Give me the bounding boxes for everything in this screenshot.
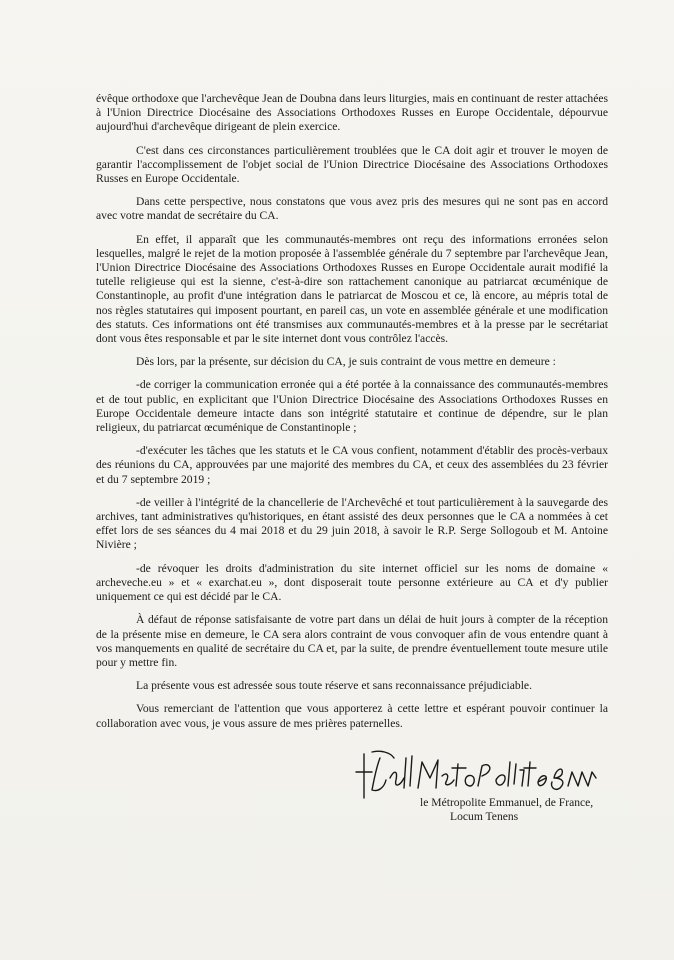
signatory-name: le Métropolite Emmanuel, de France, [420, 796, 594, 809]
paragraph-12: Vous remerciant de l'attention que vous apporterez à cette lettre et espérant pouvoir continuer la collaboration avec vous, je vous assure de mes prières paternelles. [96, 702, 608, 730]
paragraph-10: À défaut de réponse satisfaisante de votre part dans un délai de huit jours à compter de la réception de la présente mise en demeure, le CA sera alors contraint de vous convoquer afin de vous entendre quant à vos manquements en qualité de secrétaire du CA et, par la suite, de prendre éventuellement toute mesure utile pour y mettre fin. [96, 613, 608, 669]
paragraph-5: Dès lors, par la présente, sur décision du CA, je suis contraint de vous mettre en demeure : [136, 355, 556, 369]
paragraph-1: évêque orthodoxe que l'archevêque Jean de Doubna dans leurs liturgies, mais en continuant de rester attachées à l'Union Directrice Diocésaine des Associations Orthodoxes Russes en Europe Occidentale, dépourvue aujourd'hui d'archevêque dirigeant de plein exercice. [96, 92, 608, 134]
signature-block [420, 796, 620, 824]
demand-3: -de veiller à l'intégrité de la chancellerie de l'Archevêché et tout particulièrement à la sauvegarde des archives, tant administratives qu'historiques, en étant assisté des deux personnes que le CA a nommées à cet effet lors de ses séances du 4 mai 2018 et du 29 juin 2018, à savoir le R.P. Serge Sollogoub et M. Antoine Nivière ; [96, 495, 608, 552]
demand-2: -d'exécuter les tâches que les statuts et le CA vous confient, notamment d'établir des procès-verbaux des réunions du CA, approuvées par une majorité des membres du CA, et ceux des assemblées du 23 février et du 7 septembre 2019 ; [96, 444, 608, 486]
signatory-title: Locum Tenens [450, 810, 519, 823]
paragraph-2: C'est dans ces circonstances particulièrement troublées que le CA doit agir et trouver le moyen de garantir l'accomplissement de l'objet social de l'Union Directrice Diocésaine des Associations Orthodoxes Russes en Europe Occidentale. [96, 143, 608, 186]
demand-1: -de corriger la communication erronée qui a été portée à la connaissance des communautés-membres et de tout public, en explicitant que l'Union Directrice Diocésaine des Associations Orthodoxes Russes en Europe Occidentale demeure intacte dans son intégrité statutaire et continue de dépendre, sur le plan religieux, du patriarcat œcuménique de Constantinople ; [96, 378, 608, 435]
paragraph-11: La présente vous est adressée sous toute réserve et sans reconnaissance préjudiciable. [136, 679, 532, 693]
demand-4: -de révoquer les droits d'administration du site internet officiel sur les noms de domaine « archeveche.eu » et « exarchat.eu », dont disposerait toute personne extérieure au CA et d'y publier uniquement ce qui est décidé par le CA. [96, 561, 608, 604]
letter-body [96, 92, 608, 740]
paragraph-3: Dans cette perspective, nous constatons que vous avez pris des mesures qui ne sont pas en accord avec votre mandat de secrétaire du CA. [96, 195, 608, 223]
paragraph-4: En effet, il apparaît que les communautés-membres ont reçu des informations erronées selon lesquelles, malgré le rejet de la motion proposée à l'assemblée générale du 7 septembre par l'archevêque Jean, l'Union Directrice Diocésaine des Associations Orthodoxes Russes en Europe Occidentale aurait modifié la tutelle religieuse qui est la sienne, c'est-à-dire son rattachement canonique au patriarcat œcuménique de Constantinople, au profit d'une intégration dans le patriarcat de Moscou et ce, là encore, au mépris total de nos règles statutaires qui imposent pourtant, en pareil cas, un vote en assemblée générale et une modification des statuts. Ces informations ont été transmises aux communautés-membres et à la presse par le secrétariat dont vous êtes responsable et par le site internet dont vous contrôlez l'accès. [96, 232, 608, 346]
